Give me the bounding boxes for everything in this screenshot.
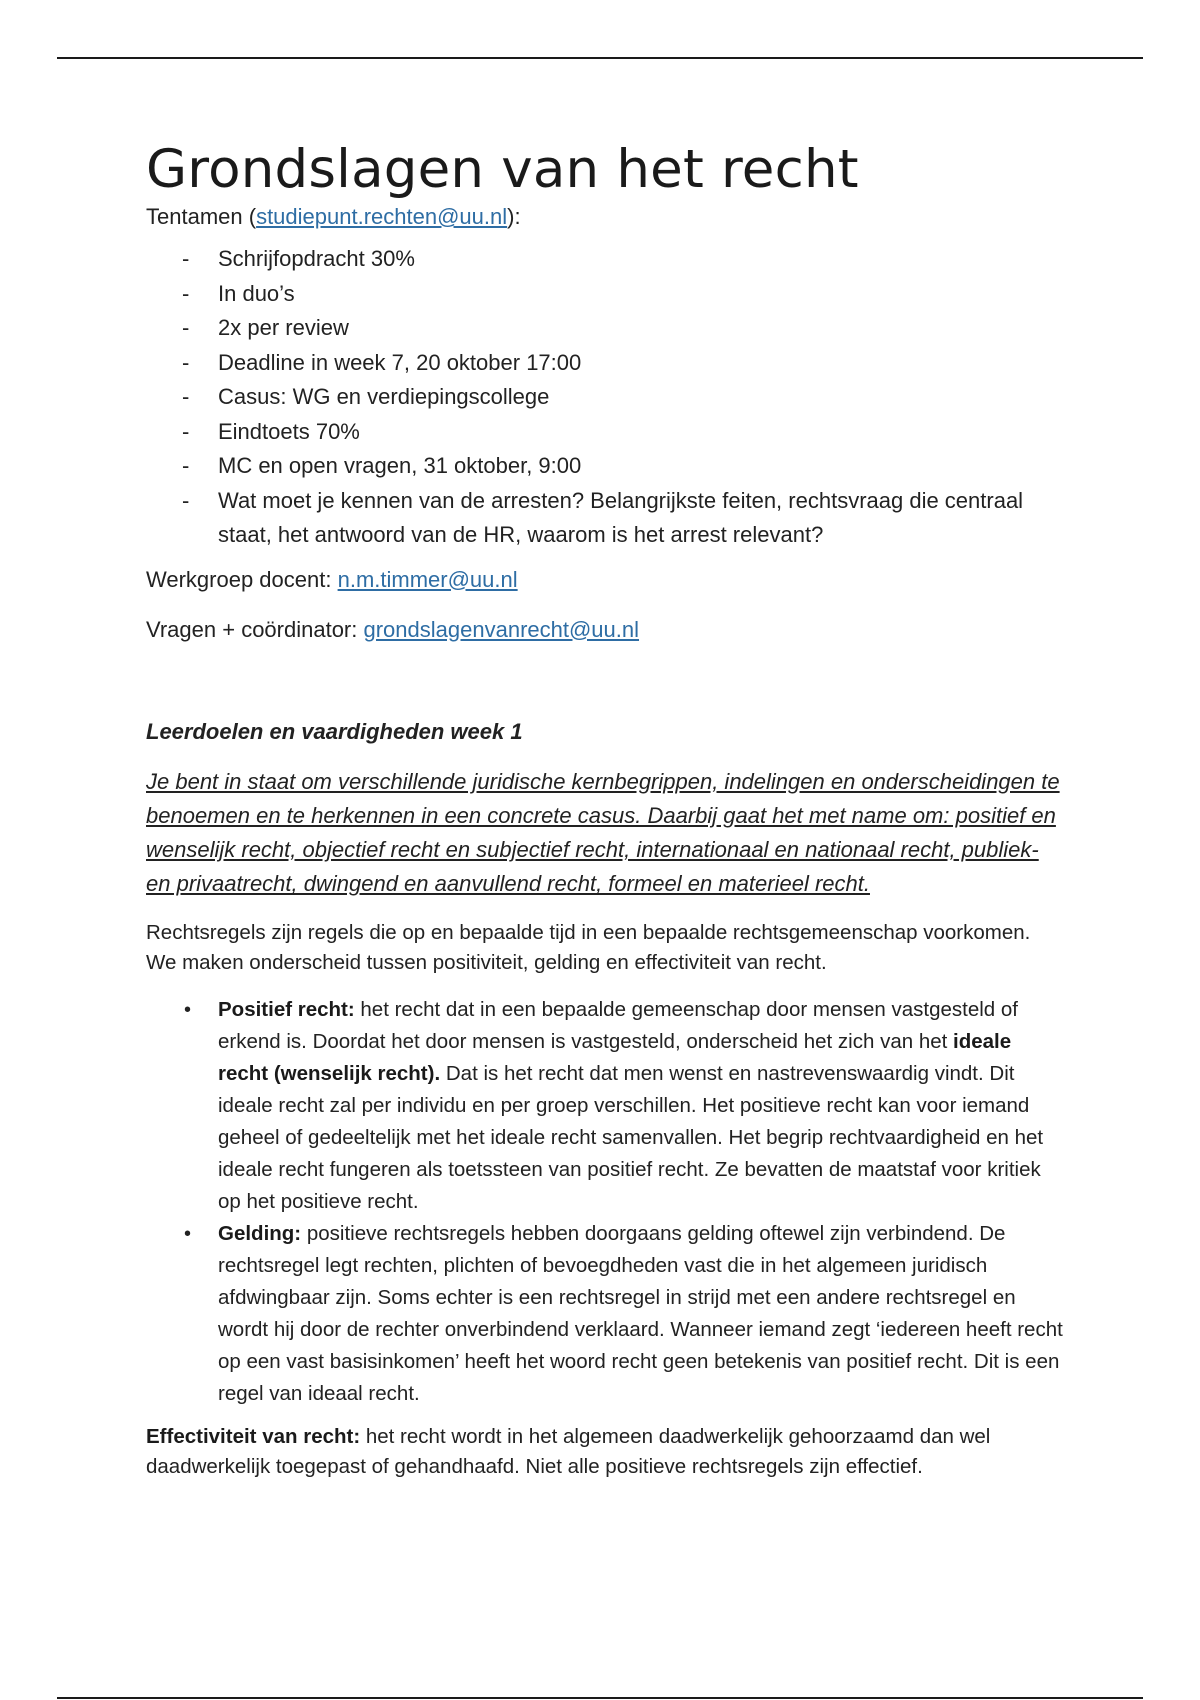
vragen-line bbox=[146, 613, 1066, 647]
werkgroep-line bbox=[146, 563, 1066, 597]
dash-mark: - bbox=[182, 418, 190, 444]
tentamen-suffix: ): bbox=[507, 204, 521, 229]
dash-mark: - bbox=[182, 349, 190, 375]
vragen-label: Vragen + coördinator: bbox=[146, 616, 364, 642]
dash-mark: - bbox=[182, 280, 190, 306]
learning-goal: Je bent in staat om verschillende juridische kernbegrippen, indelingen en onderscheidingen te benoemen en te herkennen in een concrete casus. Daarbij gaat het met name om: positief en wenselijk recht, objectief recht en subjectief recht, internationaal en nationaal recht, publiek- en privaatrecht, dwingend en aanvullend recht, formeel en materieel recht. bbox=[146, 768, 1060, 897]
list-item: - Schrijfopdracht 30% bbox=[146, 242, 1066, 277]
tentamen-prefix: Tentamen ( bbox=[146, 204, 257, 229]
term-ideaal: ideale recht (wenselijk recht). bbox=[218, 1029, 1012, 1085]
list-item-positief: • Positief recht: het recht dat in een bepaalde gemeenschap door mensen vastgesteld of erkend is. Doordat het door mensen is vastgesteld, onderscheid het zich van het ideale recht (wenselijk recht). Dat is het recht dat men wenst en nastrevenswaardig vindt. Dit ideale recht zal per individu en per groep verschillen. Het positieve recht kan voor iemand geheel of gedeeltelijk met het ideale recht samenvallen. Het begrip rechtvaardigheid en het ideale recht fungeren als toetssteen van positief recht. Ze bevatten de maatstaf voor kritiek op het positieve recht. bbox=[146, 994, 1066, 1218]
list-item: - MC en open vragen, 31 oktober, 9:00 bbox=[146, 449, 1066, 484]
effectiviteit-paragraph: Effectiviteit van recht: het recht wordt in het algemeen daadwerkelijk gehoorzaamd dan wel daadwerkelijk toegepast of gehandhaafd. Niet alle positieve rechtsregels zijn effectief. bbox=[146, 1424, 991, 1478]
term-positief: Positief recht: bbox=[218, 997, 355, 1021]
bullet-mark: • bbox=[184, 1222, 192, 1245]
list-item: - Deadline in week 7, 20 oktober 17:00 bbox=[146, 346, 1066, 381]
dash-mark: - bbox=[182, 487, 190, 513]
intro-paragraph: Rechtsregels zijn regels die op en bepaalde tijd in een bepaalde rechtsgemeenschap voorkomen. We maken onderscheid tussen positiviteit, gelding en effectiviteit van recht. bbox=[146, 920, 1031, 974]
list-item: - In duo’s bbox=[146, 277, 1066, 312]
term-gelding: Gelding: bbox=[218, 1221, 302, 1245]
list-item: - 2x per review bbox=[146, 311, 1066, 346]
dash-mark: - bbox=[182, 453, 190, 478]
bullet-mark: • bbox=[184, 998, 192, 1021]
list-item-gelding: • Gelding: positieve rechtsregels hebben doorgaans gelding oftewel zijn verbindend. De rechtsregel legt rechten, plichten of bevoegdheden vast die in het algemeen juridisch afdwingbaar zijn. Soms echter is een rechtsregel in strijd met een andere rechtsregel en wordt hij door de rechter onverbindend verklaard. Wanneer iemand zegt ‘iedereen heeft recht op een vast basisinkomen’ heeft het woord recht geen betekenis van positief recht. Dit is een regel van ideaal recht. bbox=[146, 1218, 1066, 1410]
exam-list bbox=[146, 242, 1066, 553]
dash-mark: - bbox=[182, 315, 190, 340]
tentamen-email-link[interactable]: studiepunt.rechten@uu.nl bbox=[256, 204, 508, 229]
list-item: - Eindtoets 70% bbox=[146, 415, 1066, 450]
list-item: - Casus: WG en verdiepingscollege bbox=[146, 380, 1066, 415]
page-title: Grondslagen van het recht bbox=[146, 139, 859, 200]
term-effectiviteit: Effectiviteit van recht: bbox=[146, 1424, 361, 1448]
concept-list bbox=[146, 994, 1066, 1410]
section-heading: Leerdoelen en vaardigheden week 1 bbox=[146, 718, 523, 744]
werkgroep-email-link[interactable]: n.m.timmer@uu.nl bbox=[337, 566, 518, 592]
dash-mark: - bbox=[182, 384, 190, 409]
top-rule bbox=[57, 57, 1143, 59]
dash-mark: - bbox=[182, 246, 190, 271]
vragen-email-link[interactable]: grondslagenvanrecht@uu.nl bbox=[363, 616, 640, 642]
document-page bbox=[146, 140, 1066, 1498]
werkgroep-label: Werkgroep docent: bbox=[146, 566, 338, 592]
list-item: - Wat moet je kennen van de arresten? Belangrijkste feiten, rechtsvraag die centraal staat, het antwoord van de HR, waarom is het arrest relevant? bbox=[146, 484, 1066, 553]
bottom-rule bbox=[57, 1697, 1143, 1699]
tentamen-line bbox=[146, 200, 1066, 234]
